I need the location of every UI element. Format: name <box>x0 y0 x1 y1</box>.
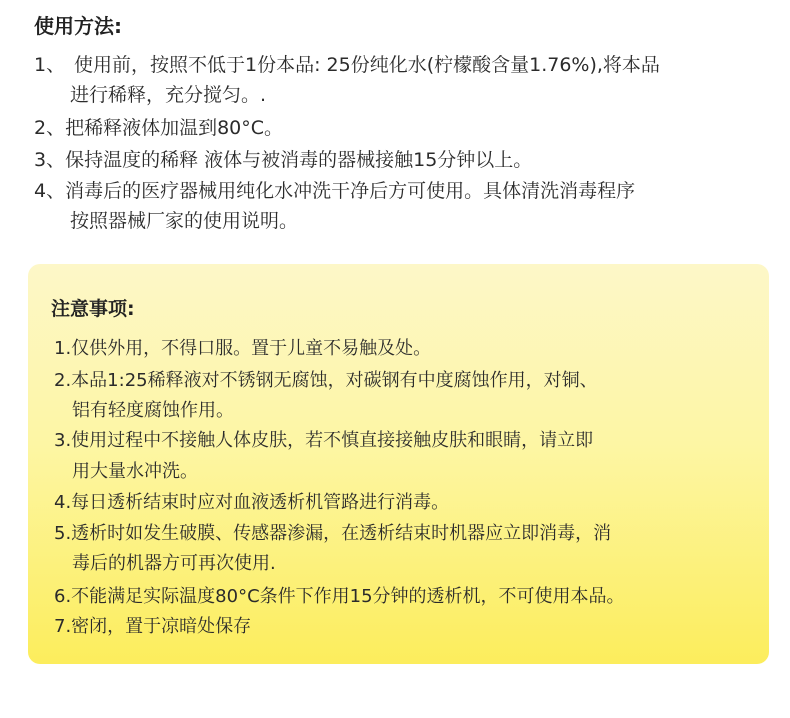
usage-step-1 <box>34 50 660 106</box>
notice-item-7: 7.密闭，置于凉暗处保存 <box>54 616 252 637</box>
notice-title: 注意事项: <box>51 298 135 320</box>
step-text-continued: 按照器械厂家的使用说明。 <box>70 210 299 232</box>
notice-item-6: 6.不能满足实际温度80°C条件下作用15分钟的透析机，不可使用本品。 <box>54 586 625 607</box>
step-number: 1、 <box>34 54 66 76</box>
step-text: 2、把稀释液体加温到80°C。 <box>34 117 284 139</box>
notice-item-4: 4.每日透析结束时应对血液透析机管路进行消毒。 <box>54 492 450 513</box>
usage-step-3 <box>34 145 532 175</box>
notice-item-5-continued: 毒后的机器方可再次使用. <box>72 553 276 574</box>
step-text: 使用前，按照不低于1份本品: 25份纯化水(柠檬酸含量1.76%),将本品 <box>74 54 660 76</box>
notice-item-2-continued: 铝有轻度腐蚀作用。 <box>72 400 234 421</box>
usage-step-4 <box>34 176 636 232</box>
notice-item-2: 2.本品1:25稀释液对不锈钢无腐蚀，对碳钢有中度腐蚀作用，对铜、 <box>54 370 598 391</box>
usage-step-2 <box>34 113 283 143</box>
usage-title: 使用方法: <box>34 14 122 38</box>
notice-item-5: 5.透析时如发生破膜、传感器渗漏，在透析结束时机器应立即消毒，消 <box>54 523 612 544</box>
notice-item-3-continued: 用大量水冲洗。 <box>72 461 198 482</box>
step-text: 4、消毒后的医疗器械用纯化水冲洗干净后方可使用。具体清洗消毒程序 <box>34 180 636 202</box>
notice-box <box>28 264 769 664</box>
step-text-continued: 进行稀释，充分搅匀。. <box>70 84 267 106</box>
notice-item-3: 3.使用过程中不接触人体皮肤，若不慎直接接触皮肤和眼睛，请立即 <box>54 430 594 451</box>
notice-item-1: 1.仅供外用，不得口服。置于儿童不易触及处。 <box>54 338 432 359</box>
step-text: 3、保持温度的稀释 液体与被消毒的器械接触15分钟以上。 <box>34 149 533 171</box>
